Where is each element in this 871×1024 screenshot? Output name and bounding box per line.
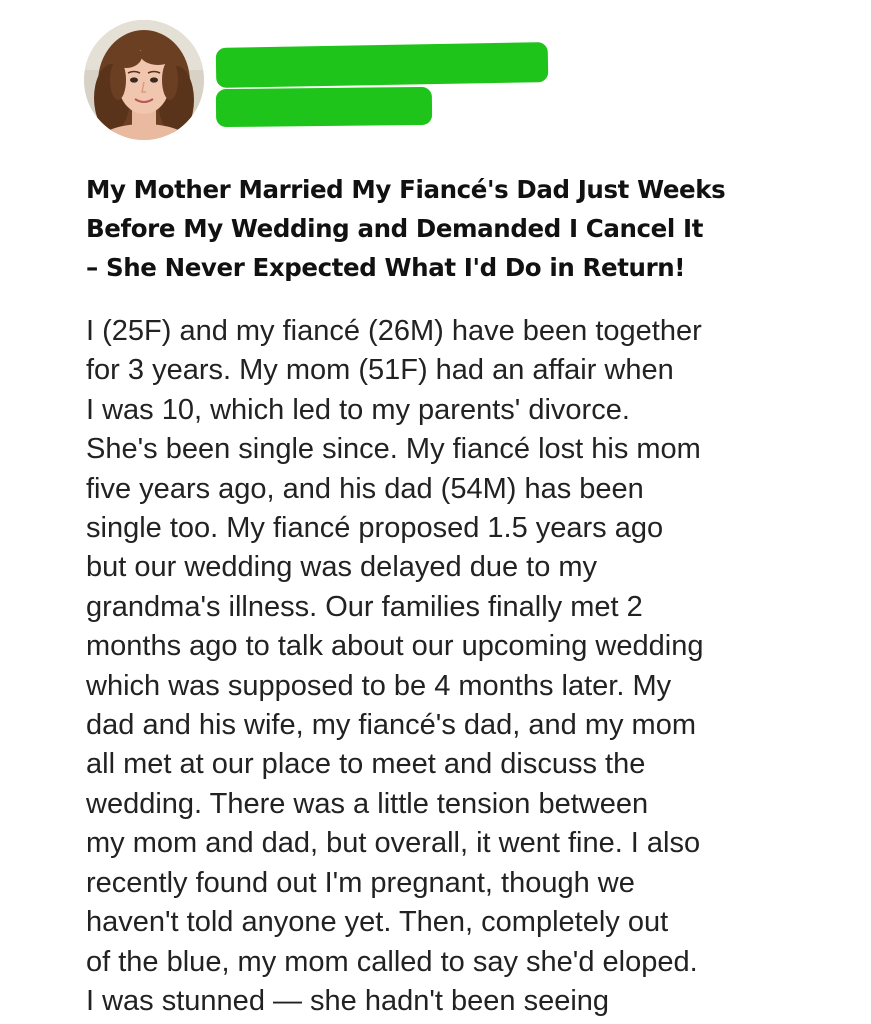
author-meta-redaction [216,87,432,127]
post-body-line: which was supposed to be 4 months later. My [86,669,672,702]
author-avatar[interactable] [84,20,204,140]
post-body-line: I was 10, which led to my parents' divorce. [86,393,630,426]
post-body-line: my mom and dad, but overall, it went fine. I also [86,827,701,860]
post-body-line: dad and his wife, my fiancé's dad, and my mom [86,709,696,742]
post-body-line: I (25F) and my fiancé (26M) have been together [86,315,702,347]
post-title-line: My Mother Married My Fiancé's Dad Just Weeks [86,175,726,204]
post-body-line: single too. My fiancé proposed 1.5 years ago [86,512,664,545]
post-title-line: – She Never Expected What I'd Do in Return! [86,253,686,282]
author-name-redaction [216,42,549,88]
post-body [86,312,826,1021]
post-title [86,170,806,287]
avatar-portrait-image [84,20,204,140]
post-body-line: five years ago, and his dad (54M) has been [86,472,644,505]
post-body-line: grandma's illness. Our families finally met 2 [86,590,643,623]
post-body-line: all met at our place to meet and discuss the [86,748,646,781]
post-body-line: wedding. There was a little tension between [86,787,649,820]
post-header [0,0,871,160]
post-body-line: recently found out I'm pregnant, though we [86,866,635,899]
post-body-line: of the blue, my mom called to say she'd eloped. [86,945,698,978]
post-body-line: She's been single since. My fiancé lost his mom [86,433,701,466]
post-body-line: haven't told anyone yet. Then, completely out [86,906,669,939]
post-title-line: Before My Wedding and Demanded I Cancel It [86,214,704,243]
post-body-line: but our wedding was delayed due to my [86,551,598,584]
post-body-line: for 3 years. My mom (51F) had an affair when [86,354,674,387]
post-body-line: months ago to talk about our upcoming wedding [86,630,704,663]
post-body-line: I was stunned — she hadn't been seeing [86,984,610,1017]
